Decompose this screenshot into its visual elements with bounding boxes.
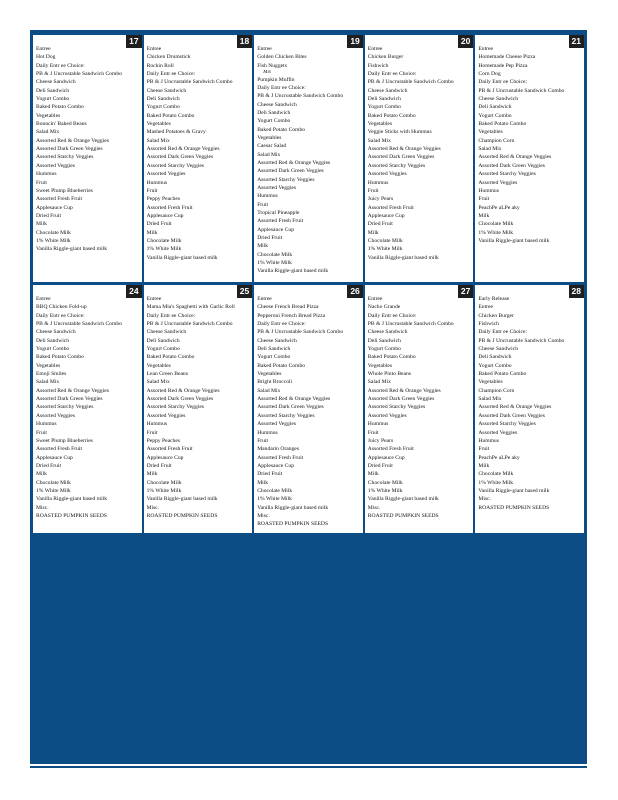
menu-item: Daily Entr ee Choice: [367,71,417,78]
menu-item: Bright Broccoli [257,379,293,386]
menu-item-list [144,35,253,262]
menu-item: Milk [367,471,379,478]
day-number: 27 [458,285,473,298]
menu-item: Milk [478,212,490,219]
menu-item: 1% White Milk [367,246,403,253]
menu-item: Salad Mix [257,151,281,158]
menu-item: Salad Mix [367,379,391,386]
menu-item: Deli Sandwich [367,337,401,344]
menu-item: Tropical Pineapple [257,210,300,217]
menu-item-list [144,285,253,520]
menu-item: Fish Nuggets [257,62,287,69]
menu-item: Baked Potato Combo [36,104,84,111]
menu-item: Hummus [36,171,57,178]
menu-item: Assorted Red & Orange Veggies [367,146,441,153]
menu-item: ROASTED PUMPKIN SEEDS [257,521,329,528]
menu-item: Assorted Fresh Fruit [146,204,193,211]
menu-item: Assorted Dark Green Veggies [257,404,324,411]
menu-item: Golden Chicken Bites [257,54,307,61]
menu-item: 1% White Milk [478,229,514,236]
menu-item: Assorted Veggies [478,179,518,186]
menu-item: Salad Mix [367,137,391,144]
menu-item: 1% White Milk [478,479,514,486]
menu-item: 1% White Milk [257,260,292,267]
menu-item: Hummus [367,421,389,428]
menu-item: Vanilla Riggle-giant based milk [478,237,550,244]
menu-item: Corn Dog [478,71,501,78]
day-number: 17 [126,35,141,48]
menu-item: Yogurt Combo [478,362,512,369]
menu-item: Applesauce Cup [367,212,405,219]
menu-item: Chocolate Milk [478,221,514,228]
menu-item: Salad Mix [257,387,281,394]
menu-item: PB & J Uncrustable Sandwich Combo [146,321,233,328]
menu-item: Fishwich [478,321,499,328]
menu-item: Deli Sandwich [36,87,70,94]
menu-item: Daily Entr ee Choice: [36,312,85,319]
menu-item: ROASTED PUMPKIN SEEDS [367,512,439,519]
menu-item: PB & J Uncrustable Sandwich Combo [257,93,344,100]
day-number: 24 [126,285,141,298]
menu-item: Assorted Starchy Veggies [257,412,315,419]
menu-item: Baked Potato Combo [367,112,416,119]
menu-item: Deli Sandwich [36,337,70,344]
menu-item: Deli Sandwich [367,96,401,103]
menu-item: Daily Entr ee Choice: [478,329,528,336]
menu-item: Chocolate Milk [367,237,403,244]
menu-item: Assorted Red & Orange Veggies [146,146,220,153]
menu-item: ROASTED PUMPKIN SEEDS [36,512,107,519]
menu-item: Chocolate Milk [478,471,514,478]
menu-item-list [475,35,584,245]
menu-item: PB & J Uncrustable Sandwich Combo [367,321,454,328]
menu-item: Dried Fruit [36,462,62,469]
menu-item: 1% White Milk [146,487,182,494]
menu-item: Homemade Pep Pizza [478,62,528,69]
menu-item-list [33,35,142,254]
menu-item: Misc. [36,504,49,511]
menu-item: Assorted Starchy Veggies [146,162,204,169]
menu-item: Assorted Veggies [257,421,297,428]
menu-item: Vegetables [146,121,171,128]
menu-item: Hummus [36,421,57,428]
menu-item: Assorted Starchy Veggies [146,404,204,411]
menu-item: PB & J Uncrustable Sandwich Combo [36,321,122,328]
menu-item: Assorted Fresh Fruit [36,446,82,453]
menu-item: Milk [36,221,47,228]
menu-item: Vegetables [257,371,282,378]
menu-item: Vegetables [367,362,393,369]
menu-item: Peppy Peaches [146,437,180,444]
menu-item: Daily Entr ee Choice: [36,62,85,69]
menu-item: Assorted Red & Orange Veggies [146,387,220,394]
menu-item: Applesauce Cup [257,462,295,469]
menu-item: Assorted Fresh Fruit [36,196,82,203]
menu-item: Bouncin' Baked Beans [36,121,87,128]
menu-item: Assorted Starchy Veggies [36,154,94,161]
menu-item: Yogurt Combo [146,104,180,111]
day-number: 20 [458,35,473,48]
menu-item: Assorted Red & Orange Veggies [36,387,109,394]
menu-item: Salad Mix [146,379,170,386]
menu-item: Deli Sandwich [257,109,291,116]
menu-item: Chocolate Milk [257,487,293,494]
menu-item: Chocolate Milk [36,229,71,236]
day-cell-1 [144,35,253,282]
day-number: 19 [347,35,362,48]
menu-item: Assorted Starchy Veggies [367,162,426,169]
menu-item: PeachPe aLPe aky [478,454,520,461]
menu-item: Hot Dog [36,54,56,61]
menu-item: Assorted Starchy Veggies [478,171,536,178]
menu-item: Cheese Sandwich [36,329,76,336]
day-cell-6 [144,285,253,533]
menu-item: Applesauce Cup [36,204,73,211]
menu-item: Assorted Dark Green Veggies [478,412,545,419]
menu-item: Salad Mix [478,396,502,403]
menu-item: Dried Fruit [367,462,393,469]
menu-item: Salad Mix [478,146,502,153]
menu-item: Fruit [146,429,158,436]
menu-item: Nacho Grande [367,304,401,311]
menu-item: Sweet Plump Blueberries [36,437,93,444]
menu-item: Milk [367,229,379,236]
menu-item: Applesauce Cup [146,212,184,219]
menu-item: Applesauce Cup [36,454,73,461]
menu-item: Chocolate Milk [146,237,182,244]
menu-item: PB & J Uncrustable Sandwich Combo [478,337,565,344]
menu-item: Cheese Sandwich [36,79,76,86]
menu-item: Dried Fruit [146,221,172,228]
menu-item: Vanilla Riggle-giant based milk [478,487,550,494]
menu-item: Baked Potato Combo [367,354,416,361]
menu-item: Dried Fruit [257,235,283,242]
menu-item-list [33,285,142,520]
bottom-rule [30,766,587,768]
menu-item: Fruit [257,437,269,444]
menu-item: Assorted Fresh Fruit [257,218,304,225]
menu-item-list [365,285,474,520]
menu-item: Veggie Sticks with Hummus [367,129,432,136]
menu-item: PeachPe aLPe aky [478,204,520,211]
menu-item: Baked Potato Combo [478,371,527,378]
menu-item: Salad Mix [36,129,60,136]
menu-item: Hummus [257,429,278,436]
menu-item: Assorted Dark Green Veggies [36,146,103,153]
menu-item: Yogurt Combo [367,104,401,111]
menu-item: Entree [478,304,493,311]
menu-item: 1% White Milk [36,487,71,494]
menu-item: Assorted Starchy Veggies [36,404,94,411]
menu-item: Lean Green Beans [146,371,188,378]
menu-item: Cheese Sandwich [146,87,187,94]
menu-item: Vegetables [367,121,393,128]
day-cell-8 [365,285,474,533]
menu-item: Assorted Veggies [367,171,407,178]
menu-item: Fruit [146,187,158,194]
menu-item: Early Release [478,296,510,302]
day-cell-2 [254,35,363,282]
menu-item: Assorted Veggies [478,429,518,436]
menu-item: Chicken Burger [367,54,404,61]
day-number: 18 [237,35,252,48]
menu-item: Vegetables [36,362,61,369]
menu-item: Fruit [367,429,379,436]
menu-item: Assorted Veggies [146,171,186,178]
menu-item: Entree [478,46,493,52]
menu-item: Entree [146,46,162,52]
menu-item: Assorted Dark Green Veggies [146,396,214,403]
menu-item: Yogurt Combo [478,112,512,119]
menu-item: Champion Corn [478,137,515,144]
menu-item: Yogurt Combo [257,354,291,361]
menu-item: Baked Potato Combo [257,362,306,369]
day-cell-4 [475,35,584,282]
menu-item: Deli Sandwich [478,354,512,361]
menu-item: Hummus [146,421,168,428]
menu-item-list [254,285,363,529]
menu-item: BBQ Chicken Fold-up [36,304,87,311]
menu-item: Peppy Peaches [146,196,180,203]
menu-item: Assorted Red & Orange Veggies [367,387,441,394]
menu-item: Entree [36,296,51,302]
menu-item: Fruit [478,446,490,453]
menu-item: Assorted Fresh Fruit [257,454,304,461]
menu-item: PB & J Uncrustable Sandwich Combo [478,87,565,94]
menu-item: Fruit [36,429,47,436]
menu-item: Assorted Red & Orange Veggies [478,154,552,161]
menu-item: Pepperoni French Bread Pizza [257,312,326,319]
menu-item: Hummus [367,179,389,186]
menu-item: Chocolate Milk [257,251,293,258]
menu-item: Juicy Pears [367,437,394,444]
menu-item: Assorted Starchy Veggies [367,404,426,411]
menu-item: Assorted Veggies [36,412,75,419]
menu-item: Hummus [146,179,168,186]
menu-item: Cheese Sandwich [478,96,519,103]
menu-item: PB & J Uncrustable Sandwich Combo [36,71,122,78]
menu-item: Yogurt Combo [146,346,180,353]
menu-item: Yogurt Combo [257,118,291,125]
menu-item: 1% White Milk [367,487,403,494]
menu-item: Assorted Red & Orange Veggies [478,404,552,411]
menu-item: Vanilla Riggle-giant based milk [36,496,107,503]
menu-item: Milk [257,479,269,486]
menu-item: PB & J Uncrustable Sandwich Combo [257,329,344,336]
menu-item: Baked Potato Combo [478,121,527,128]
menu-item: Entree [257,296,272,302]
menu-item: Assorted Veggies [257,185,297,191]
menu-item: ROASTED PUMPKIN SEEDS [146,512,218,519]
menu-item: ROASTED PUMPKIN SEEDS [478,504,550,511]
menu-item: Mix [263,70,271,76]
menu-item: Daily Entr ee Choice: [367,312,417,319]
menu-item: Misc. [257,512,270,519]
menu-item: Milk [36,471,47,478]
menu-item: Baked Potato Combo [146,112,195,119]
menu-item: Assorted Veggies [146,412,186,419]
menu-item: Cheese Sandwich [478,346,519,353]
menu-item: Emoji Smiles [36,371,67,378]
menu-item: Homemade Cheese Pizza [478,54,536,61]
menu-item: Vegetables [36,112,61,119]
menu-item: Deli Sandwich [478,104,512,111]
menu-item: Vanilla Riggle-giant based milk [36,246,107,253]
menu-item: Milk [478,462,490,469]
menu-item: Mandarin Oranges [257,446,299,453]
menu-item: Chocolate Milk [367,479,403,486]
menu-item: Assorted Red & Orange Veggies [36,137,109,144]
menu-item: Assorted Red & Orange Veggies [257,159,331,166]
day-cell-9 [475,285,584,533]
menu-item: Whole Pinto Beans [367,371,411,378]
day-number: 26 [347,285,362,298]
menu-item: Assorted Veggies [367,412,407,419]
menu-item: Dried Fruit [367,221,393,228]
menu-item: Cheese Sandwich [146,329,187,336]
menu-item: Misc. [146,504,160,511]
menu-item: Fruit [257,201,269,208]
menu-item: Hummus [257,193,278,200]
menu-item: Assorted Dark Green Veggies [367,154,435,161]
menu-item: Cheese French Bread Pizza [257,304,319,311]
menu-item: Assorted Fresh Fruit [367,446,414,453]
menu-item: Fishwich [367,62,389,69]
menu-item: Assorted Fresh Fruit [146,446,193,453]
menu-item: Baked Potato Combo [146,354,195,361]
day-number: 25 [237,285,252,298]
menu-item: Cheese Sandwich [257,101,297,108]
menu-item: Pumpkin Muffin [257,76,295,83]
menu-item: Baked Potato Combo [36,354,84,361]
menu-item: Assorted Dark Green Veggies [257,168,324,175]
menu-item: Deli Sandwich [257,346,291,353]
menu-item: Daily Entr ee Choice: [257,84,306,91]
menu-item: Mama Mia's Spaghetti with Garlic Roll [146,304,235,311]
menu-item: Entree [367,296,383,302]
menu-item: Vegetables [146,362,171,369]
menu-item: Applesauce Cup [367,454,405,461]
menu-item: Vanilla Riggle-giant based milk [146,254,218,261]
menu-item: Baked Potato Combo [257,126,306,133]
menu-item: Dried Fruit [257,471,283,478]
menu-item-list [365,35,474,262]
menu-item: Assorted Fresh Fruit [367,204,414,211]
menu-item: Deli Sandwich [146,96,180,103]
menu-item: Vegetables [478,129,503,136]
menu-item: Misc. [367,504,381,511]
menu-item: Salad Mix [146,137,170,144]
menu-item: Vanilla Riggle-giant based milk [367,254,439,261]
day-number: 21 [569,35,584,48]
menu-item: Fruit [367,187,379,194]
menu-item: Milk [146,471,158,478]
menu-item: Assorted Starchy Veggies [257,176,315,183]
menu-item: Entree [257,46,272,52]
menu-item: Yogurt Combo [36,346,70,353]
menu-item: Yogurt Combo [36,96,70,103]
menu-item: Sweet Plump Blueberries [36,187,93,194]
menu-item: Dried Fruit [146,462,172,469]
menu-item: Vanilla Riggle-giant based milk [367,496,439,503]
menu-item: Assorted Red & Orange Veggies [257,396,331,403]
menu-item: Entree [36,46,51,52]
menu-item: Fruit [478,196,490,203]
menu-item: Daily Entr ee Choice: [478,79,528,86]
menu-item: Milk [257,243,269,250]
menu-item: Salad Mix [36,379,60,386]
menu-item: 1% White Milk [146,246,182,253]
menu-item: Daily Entr ee Choice: [257,321,306,328]
menu-item: Applesauce Cup [257,226,295,233]
menu-item: Vegetables [257,134,282,141]
menu-item: Rockin Roll [146,62,174,69]
menu-item: Assorted Dark Green Veggies [478,162,545,169]
menu-item-list [254,35,363,276]
menu-item: Yogurt Combo [367,346,401,353]
day-cell-5 [33,285,142,533]
menu-item: Fruit [36,179,47,186]
menu-item: Cheese Sandwich [367,87,408,94]
menu-item: Vanilla Riggle-giant based milk [146,496,218,503]
menu-item: PB & J Uncrustable Sandwich Combo [146,79,233,86]
menu-item: Chicken Drumstick [146,54,191,61]
menu-item: Assorted Dark Green Veggies [36,396,103,403]
menu-item: 1% White Milk [36,237,71,244]
menu-item: Cheese Sandwich [257,337,297,344]
menu-item: Chocolate Milk [36,479,71,486]
menu-item: Hummus [478,437,499,444]
menu-item: Milk [146,229,158,236]
menu-item: Daily Entr ee Choice: [146,312,196,319]
menu-item: Caesar Salad [257,143,287,150]
menu-item: Vegetables [478,379,503,386]
menu-item: Assorted Veggies [36,162,75,169]
menu-item: Misc. [478,496,491,503]
menu-item: Deli Sandwich [146,337,180,344]
menu-item: Juicy Pears [367,196,394,203]
menu-item: PB & J Uncrustable Sandwich Combo [367,79,454,86]
menu-item: Mashed Potatoes & Gravy [146,129,206,136]
menu-item: Assorted Dark Green Veggies [146,154,214,161]
menu-item: Vanilla Riggle-giant based milk [257,268,329,275]
menu-item: Assorted Starchy Veggies [478,421,536,428]
menu-item: Cheese Sandwich [367,329,408,336]
menu-item: Daily Entr ee Choice: [146,71,196,78]
menu-item: Hummus [478,187,499,194]
menu-item: Entree [146,296,162,302]
menu-item: Dried Fruit [36,212,62,219]
menu-item: Assorted Dark Green Veggies [367,396,435,403]
menu-item: Entree [367,46,383,52]
menu-item: Champion Corn [478,387,515,394]
menu-calendar-grid [33,35,584,533]
day-number: 28 [569,285,584,298]
menu-item-list [475,285,584,512]
day-cell-7 [254,285,363,533]
menu-item: Vanilla Riggle-giant based milk [257,504,329,511]
menu-item: Applesauce Cup [146,454,184,461]
day-cell-0 [33,35,142,282]
menu-item: Chocolate Milk [146,479,182,486]
day-cell-3 [365,35,474,282]
menu-item: 1% White Milk [257,496,292,503]
menu-item: Chicken Burger [478,312,514,319]
